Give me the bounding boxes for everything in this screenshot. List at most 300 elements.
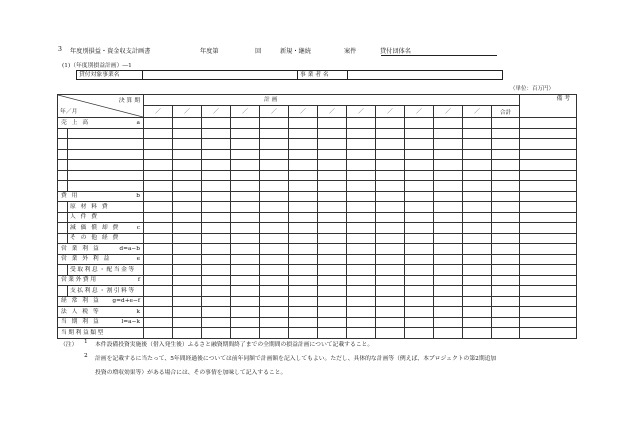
value-cell[interactable] xyxy=(463,328,492,339)
value-cell[interactable] xyxy=(202,191,231,202)
value-cell[interactable] xyxy=(173,244,202,255)
value-cell[interactable] xyxy=(318,202,347,213)
value-cell[interactable] xyxy=(289,233,318,244)
value-cell[interactable] xyxy=(173,286,202,297)
value-cell[interactable] xyxy=(376,128,405,139)
value-cell[interactable] xyxy=(463,139,492,150)
value-cell[interactable] xyxy=(376,139,405,150)
value-cell[interactable] xyxy=(289,317,318,328)
value-cell[interactable] xyxy=(318,317,347,328)
total-cell[interactable] xyxy=(492,170,520,181)
value-cell[interactable] xyxy=(463,286,492,297)
value-cell[interactable] xyxy=(260,265,289,276)
value-cell[interactable] xyxy=(376,202,405,213)
value-cell[interactable] xyxy=(347,244,376,255)
value-cell[interactable] xyxy=(318,254,347,265)
period-slash-cell[interactable]: ／ xyxy=(347,106,376,118)
value-cell[interactable] xyxy=(144,275,173,286)
remarks-cell[interactable] xyxy=(520,149,577,160)
value-cell[interactable] xyxy=(463,181,492,192)
operator-field[interactable] xyxy=(348,71,502,79)
period-slash-cell[interactable]: ／ xyxy=(289,106,318,118)
value-cell[interactable] xyxy=(202,202,231,213)
value-cell[interactable] xyxy=(405,275,434,286)
value-cell[interactable] xyxy=(434,265,463,276)
value-cell[interactable] xyxy=(202,212,231,223)
value-cell[interactable] xyxy=(434,244,463,255)
value-cell[interactable] xyxy=(144,244,173,255)
value-cell[interactable] xyxy=(260,223,289,234)
total-cell[interactable] xyxy=(492,149,520,160)
value-cell[interactable] xyxy=(289,202,318,213)
value-cell[interactable] xyxy=(376,191,405,202)
value-cell[interactable] xyxy=(144,307,173,318)
value-cell[interactable] xyxy=(405,265,434,276)
value-cell[interactable] xyxy=(434,286,463,297)
value-cell[interactable] xyxy=(202,160,231,171)
value-cell[interactable] xyxy=(434,223,463,234)
value-cell[interactable] xyxy=(231,275,260,286)
value-cell[interactable] xyxy=(289,265,318,276)
value-cell[interactable] xyxy=(434,139,463,150)
period-slash-cell[interactable]: ／ xyxy=(376,106,405,118)
value-cell[interactable] xyxy=(144,212,173,223)
value-cell[interactable] xyxy=(405,160,434,171)
remarks-cell[interactable] xyxy=(520,317,577,328)
value-cell[interactable] xyxy=(463,170,492,181)
value-cell[interactable] xyxy=(144,149,173,160)
remarks-cell[interactable] xyxy=(520,328,577,339)
value-cell[interactable] xyxy=(231,212,260,223)
remarks-cell[interactable] xyxy=(520,275,577,286)
value-cell[interactable] xyxy=(173,223,202,234)
value-cell[interactable] xyxy=(144,181,173,192)
value-cell[interactable] xyxy=(231,181,260,192)
value-cell[interactable] xyxy=(463,233,492,244)
value-cell[interactable] xyxy=(434,275,463,286)
value-cell[interactable] xyxy=(434,233,463,244)
value-cell[interactable] xyxy=(173,170,202,181)
value-cell[interactable] xyxy=(434,307,463,318)
value-cell[interactable] xyxy=(318,181,347,192)
value-cell[interactable] xyxy=(202,317,231,328)
value-cell[interactable] xyxy=(260,254,289,265)
value-cell[interactable] xyxy=(231,128,260,139)
total-cell[interactable] xyxy=(492,160,520,171)
value-cell[interactable] xyxy=(231,328,260,339)
value-cell[interactable] xyxy=(463,212,492,223)
value-cell[interactable] xyxy=(202,275,231,286)
value-cell[interactable] xyxy=(347,118,376,129)
value-cell[interactable] xyxy=(405,212,434,223)
value-cell[interactable] xyxy=(405,307,434,318)
value-cell[interactable] xyxy=(463,202,492,213)
value-cell[interactable] xyxy=(405,244,434,255)
value-cell[interactable] xyxy=(318,160,347,171)
remarks-cell[interactable] xyxy=(520,191,577,202)
value-cell[interactable] xyxy=(318,223,347,234)
value-cell[interactable] xyxy=(144,191,173,202)
value-cell[interactable] xyxy=(318,212,347,223)
value-cell[interactable] xyxy=(260,328,289,339)
value-cell[interactable] xyxy=(202,328,231,339)
period-slash-cell[interactable]: ／ xyxy=(202,106,231,118)
value-cell[interactable] xyxy=(318,265,347,276)
value-cell[interactable] xyxy=(231,139,260,150)
value-cell[interactable] xyxy=(202,265,231,276)
total-cell[interactable] xyxy=(492,202,520,213)
value-cell[interactable] xyxy=(231,149,260,160)
remarks-cell[interactable] xyxy=(520,212,577,223)
value-cell[interactable] xyxy=(318,233,347,244)
value-cell[interactable] xyxy=(231,254,260,265)
value-cell[interactable] xyxy=(376,233,405,244)
value-cell[interactable] xyxy=(289,307,318,318)
remarks-cell[interactable] xyxy=(520,160,577,171)
value-cell[interactable] xyxy=(231,296,260,307)
value-cell[interactable] xyxy=(144,202,173,213)
value-cell[interactable] xyxy=(376,286,405,297)
value-cell[interactable] xyxy=(463,128,492,139)
value-cell[interactable] xyxy=(231,233,260,244)
value-cell[interactable] xyxy=(202,307,231,318)
value-cell[interactable] xyxy=(376,317,405,328)
value-cell[interactable] xyxy=(289,223,318,234)
value-cell[interactable] xyxy=(231,170,260,181)
value-cell[interactable] xyxy=(347,139,376,150)
remarks-cell[interactable] xyxy=(520,139,577,150)
value-cell[interactable] xyxy=(376,296,405,307)
value-cell[interactable] xyxy=(260,286,289,297)
value-cell[interactable] xyxy=(318,118,347,129)
value-cell[interactable] xyxy=(202,170,231,181)
value-cell[interactable] xyxy=(144,317,173,328)
value-cell[interactable] xyxy=(289,254,318,265)
borrower-name-field[interactable] xyxy=(381,55,497,56)
remarks-cell[interactable] xyxy=(520,254,577,265)
value-cell[interactable] xyxy=(173,265,202,276)
value-cell[interactable] xyxy=(347,286,376,297)
value-cell[interactable] xyxy=(173,328,202,339)
value-cell[interactable] xyxy=(463,275,492,286)
total-cell[interactable] xyxy=(492,244,520,255)
value-cell[interactable] xyxy=(289,296,318,307)
value-cell[interactable] xyxy=(202,296,231,307)
value-cell[interactable] xyxy=(376,118,405,129)
value-cell[interactable] xyxy=(405,223,434,234)
value-cell[interactable] xyxy=(376,212,405,223)
value-cell[interactable] xyxy=(144,160,173,171)
value-cell[interactable] xyxy=(405,317,434,328)
value-cell[interactable] xyxy=(318,244,347,255)
value-cell[interactable] xyxy=(231,244,260,255)
value-cell[interactable] xyxy=(405,286,434,297)
value-cell[interactable] xyxy=(202,223,231,234)
value-cell[interactable] xyxy=(260,139,289,150)
value-cell[interactable] xyxy=(202,149,231,160)
value-cell[interactable] xyxy=(347,317,376,328)
value-cell[interactable] xyxy=(289,275,318,286)
value-cell[interactable] xyxy=(260,244,289,255)
value-cell[interactable] xyxy=(434,296,463,307)
remarks-cell[interactable] xyxy=(520,265,577,276)
total-cell[interactable] xyxy=(492,181,520,192)
value-cell[interactable] xyxy=(463,160,492,171)
value-cell[interactable] xyxy=(231,307,260,318)
total-cell[interactable] xyxy=(492,286,520,297)
value-cell[interactable] xyxy=(144,265,173,276)
period-slash-cell[interactable]: ／ xyxy=(144,106,173,118)
total-cell[interactable] xyxy=(492,275,520,286)
value-cell[interactable] xyxy=(376,254,405,265)
value-cell[interactable] xyxy=(289,328,318,339)
value-cell[interactable] xyxy=(173,233,202,244)
value-cell[interactable] xyxy=(173,212,202,223)
remarks-cell[interactable] xyxy=(520,296,577,307)
value-cell[interactable] xyxy=(173,118,202,129)
value-cell[interactable] xyxy=(202,233,231,244)
value-cell[interactable] xyxy=(376,328,405,339)
value-cell[interactable] xyxy=(376,244,405,255)
value-cell[interactable] xyxy=(231,118,260,129)
value-cell[interactable] xyxy=(463,223,492,234)
value-cell[interactable] xyxy=(144,233,173,244)
value-cell[interactable] xyxy=(347,202,376,213)
value-cell[interactable] xyxy=(289,286,318,297)
value-cell[interactable] xyxy=(434,191,463,202)
value-cell[interactable] xyxy=(289,128,318,139)
value-cell[interactable] xyxy=(318,191,347,202)
remarks-cell[interactable] xyxy=(520,244,577,255)
value-cell[interactable] xyxy=(347,191,376,202)
total-cell[interactable] xyxy=(492,223,520,234)
value-cell[interactable] xyxy=(260,296,289,307)
value-cell[interactable] xyxy=(173,160,202,171)
value-cell[interactable] xyxy=(347,160,376,171)
value-cell[interactable] xyxy=(405,149,434,160)
total-cell[interactable] xyxy=(492,118,520,129)
value-cell[interactable] xyxy=(434,118,463,129)
value-cell[interactable] xyxy=(463,296,492,307)
value-cell[interactable] xyxy=(260,128,289,139)
value-cell[interactable] xyxy=(376,170,405,181)
remarks-cell[interactable] xyxy=(520,181,577,192)
value-cell[interactable] xyxy=(173,149,202,160)
value-cell[interactable] xyxy=(260,149,289,160)
value-cell[interactable] xyxy=(463,149,492,160)
value-cell[interactable] xyxy=(318,307,347,318)
remarks-cell[interactable] xyxy=(520,233,577,244)
value-cell[interactable] xyxy=(318,128,347,139)
period-slash-cell[interactable]: ／ xyxy=(231,106,260,118)
value-cell[interactable] xyxy=(260,317,289,328)
value-cell[interactable] xyxy=(144,139,173,150)
value-cell[interactable] xyxy=(376,307,405,318)
period-slash-cell[interactable]: ／ xyxy=(318,106,347,118)
value-cell[interactable] xyxy=(173,254,202,265)
value-cell[interactable] xyxy=(347,149,376,160)
value-cell[interactable] xyxy=(463,265,492,276)
value-cell[interactable] xyxy=(318,275,347,286)
value-cell[interactable] xyxy=(463,307,492,318)
value-cell[interactable] xyxy=(202,286,231,297)
value-cell[interactable] xyxy=(144,286,173,297)
value-cell[interactable] xyxy=(434,160,463,171)
total-cell[interactable] xyxy=(492,191,520,202)
value-cell[interactable] xyxy=(376,181,405,192)
value-cell[interactable] xyxy=(347,170,376,181)
value-cell[interactable] xyxy=(173,191,202,202)
value-cell[interactable] xyxy=(347,307,376,318)
remarks-cell[interactable] xyxy=(520,202,577,213)
value-cell[interactable] xyxy=(231,317,260,328)
total-cell[interactable] xyxy=(492,212,520,223)
value-cell[interactable] xyxy=(434,128,463,139)
value-cell[interactable] xyxy=(463,254,492,265)
period-slash-cell[interactable]: ／ xyxy=(260,106,289,118)
value-cell[interactable] xyxy=(289,118,318,129)
total-cell[interactable] xyxy=(492,317,520,328)
value-cell[interactable] xyxy=(289,149,318,160)
value-cell[interactable] xyxy=(405,254,434,265)
total-cell[interactable] xyxy=(492,296,520,307)
total-cell[interactable] xyxy=(492,328,520,339)
value-cell[interactable] xyxy=(347,212,376,223)
value-cell[interactable] xyxy=(376,223,405,234)
value-cell[interactable] xyxy=(202,254,231,265)
value-cell[interactable] xyxy=(289,212,318,223)
value-cell[interactable] xyxy=(173,139,202,150)
total-cell[interactable] xyxy=(492,254,520,265)
value-cell[interactable] xyxy=(144,296,173,307)
value-cell[interactable] xyxy=(144,170,173,181)
value-cell[interactable] xyxy=(434,149,463,160)
value-cell[interactable] xyxy=(144,254,173,265)
total-cell[interactable] xyxy=(492,139,520,150)
remarks-cell[interactable] xyxy=(520,223,577,234)
value-cell[interactable] xyxy=(434,254,463,265)
value-cell[interactable] xyxy=(202,181,231,192)
value-cell[interactable] xyxy=(289,244,318,255)
value-cell[interactable] xyxy=(405,328,434,339)
value-cell[interactable] xyxy=(202,139,231,150)
value-cell[interactable] xyxy=(173,296,202,307)
value-cell[interactable] xyxy=(318,139,347,150)
value-cell[interactable] xyxy=(405,118,434,129)
value-cell[interactable] xyxy=(289,181,318,192)
value-cell[interactable] xyxy=(202,118,231,129)
value-cell[interactable] xyxy=(376,275,405,286)
value-cell[interactable] xyxy=(405,181,434,192)
value-cell[interactable] xyxy=(405,170,434,181)
value-cell[interactable] xyxy=(405,202,434,213)
value-cell[interactable] xyxy=(231,286,260,297)
value-cell[interactable] xyxy=(260,118,289,129)
value-cell[interactable] xyxy=(173,317,202,328)
remarks-cell[interactable] xyxy=(520,128,577,139)
value-cell[interactable] xyxy=(434,181,463,192)
total-cell[interactable] xyxy=(492,307,520,318)
value-cell[interactable] xyxy=(434,328,463,339)
value-cell[interactable] xyxy=(231,265,260,276)
value-cell[interactable] xyxy=(405,128,434,139)
value-cell[interactable] xyxy=(434,202,463,213)
value-cell[interactable] xyxy=(144,328,173,339)
value-cell[interactable] xyxy=(318,286,347,297)
remarks-cell[interactable] xyxy=(520,118,577,129)
remarks-cell[interactable] xyxy=(520,170,577,181)
total-cell[interactable] xyxy=(492,128,520,139)
value-cell[interactable] xyxy=(144,128,173,139)
value-cell[interactable] xyxy=(463,191,492,202)
value-cell[interactable] xyxy=(260,202,289,213)
value-cell[interactable] xyxy=(202,244,231,255)
value-cell[interactable] xyxy=(260,160,289,171)
value-cell[interactable] xyxy=(260,181,289,192)
total-cell[interactable] xyxy=(492,265,520,276)
value-cell[interactable] xyxy=(231,160,260,171)
value-cell[interactable] xyxy=(463,244,492,255)
business-name-field[interactable] xyxy=(143,71,298,79)
value-cell[interactable] xyxy=(173,202,202,213)
value-cell[interactable] xyxy=(231,202,260,213)
value-cell[interactable] xyxy=(173,275,202,286)
value-cell[interactable] xyxy=(173,307,202,318)
value-cell[interactable] xyxy=(376,160,405,171)
value-cell[interactable] xyxy=(463,317,492,328)
value-cell[interactable] xyxy=(347,233,376,244)
value-cell[interactable] xyxy=(347,275,376,286)
value-cell[interactable] xyxy=(347,223,376,234)
value-cell[interactable] xyxy=(318,328,347,339)
value-cell[interactable] xyxy=(231,191,260,202)
value-cell[interactable] xyxy=(202,128,231,139)
value-cell[interactable] xyxy=(318,149,347,160)
value-cell[interactable] xyxy=(260,233,289,244)
value-cell[interactable] xyxy=(405,233,434,244)
value-cell[interactable] xyxy=(347,181,376,192)
value-cell[interactable] xyxy=(260,212,289,223)
value-cell[interactable] xyxy=(347,254,376,265)
value-cell[interactable] xyxy=(289,139,318,150)
value-cell[interactable] xyxy=(347,328,376,339)
value-cell[interactable] xyxy=(376,265,405,276)
value-cell[interactable] xyxy=(260,307,289,318)
value-cell[interactable] xyxy=(144,118,173,129)
value-cell[interactable] xyxy=(405,191,434,202)
value-cell[interactable] xyxy=(173,181,202,192)
value-cell[interactable] xyxy=(260,170,289,181)
period-slash-cell[interactable]: ／ xyxy=(173,106,202,118)
period-slash-cell[interactable]: ／ xyxy=(405,106,434,118)
value-cell[interactable] xyxy=(318,170,347,181)
value-cell[interactable] xyxy=(405,296,434,307)
value-cell[interactable] xyxy=(347,296,376,307)
value-cell[interactable] xyxy=(405,139,434,150)
period-slash-cell[interactable]: ／ xyxy=(463,106,492,118)
value-cell[interactable] xyxy=(289,170,318,181)
value-cell[interactable] xyxy=(434,317,463,328)
value-cell[interactable] xyxy=(434,212,463,223)
value-cell[interactable] xyxy=(260,275,289,286)
value-cell[interactable] xyxy=(347,265,376,276)
value-cell[interactable] xyxy=(434,170,463,181)
remarks-cell[interactable] xyxy=(520,286,577,297)
value-cell[interactable] xyxy=(376,149,405,160)
value-cell[interactable] xyxy=(318,296,347,307)
value-cell[interactable] xyxy=(260,191,289,202)
remarks-cell[interactable] xyxy=(520,307,577,318)
